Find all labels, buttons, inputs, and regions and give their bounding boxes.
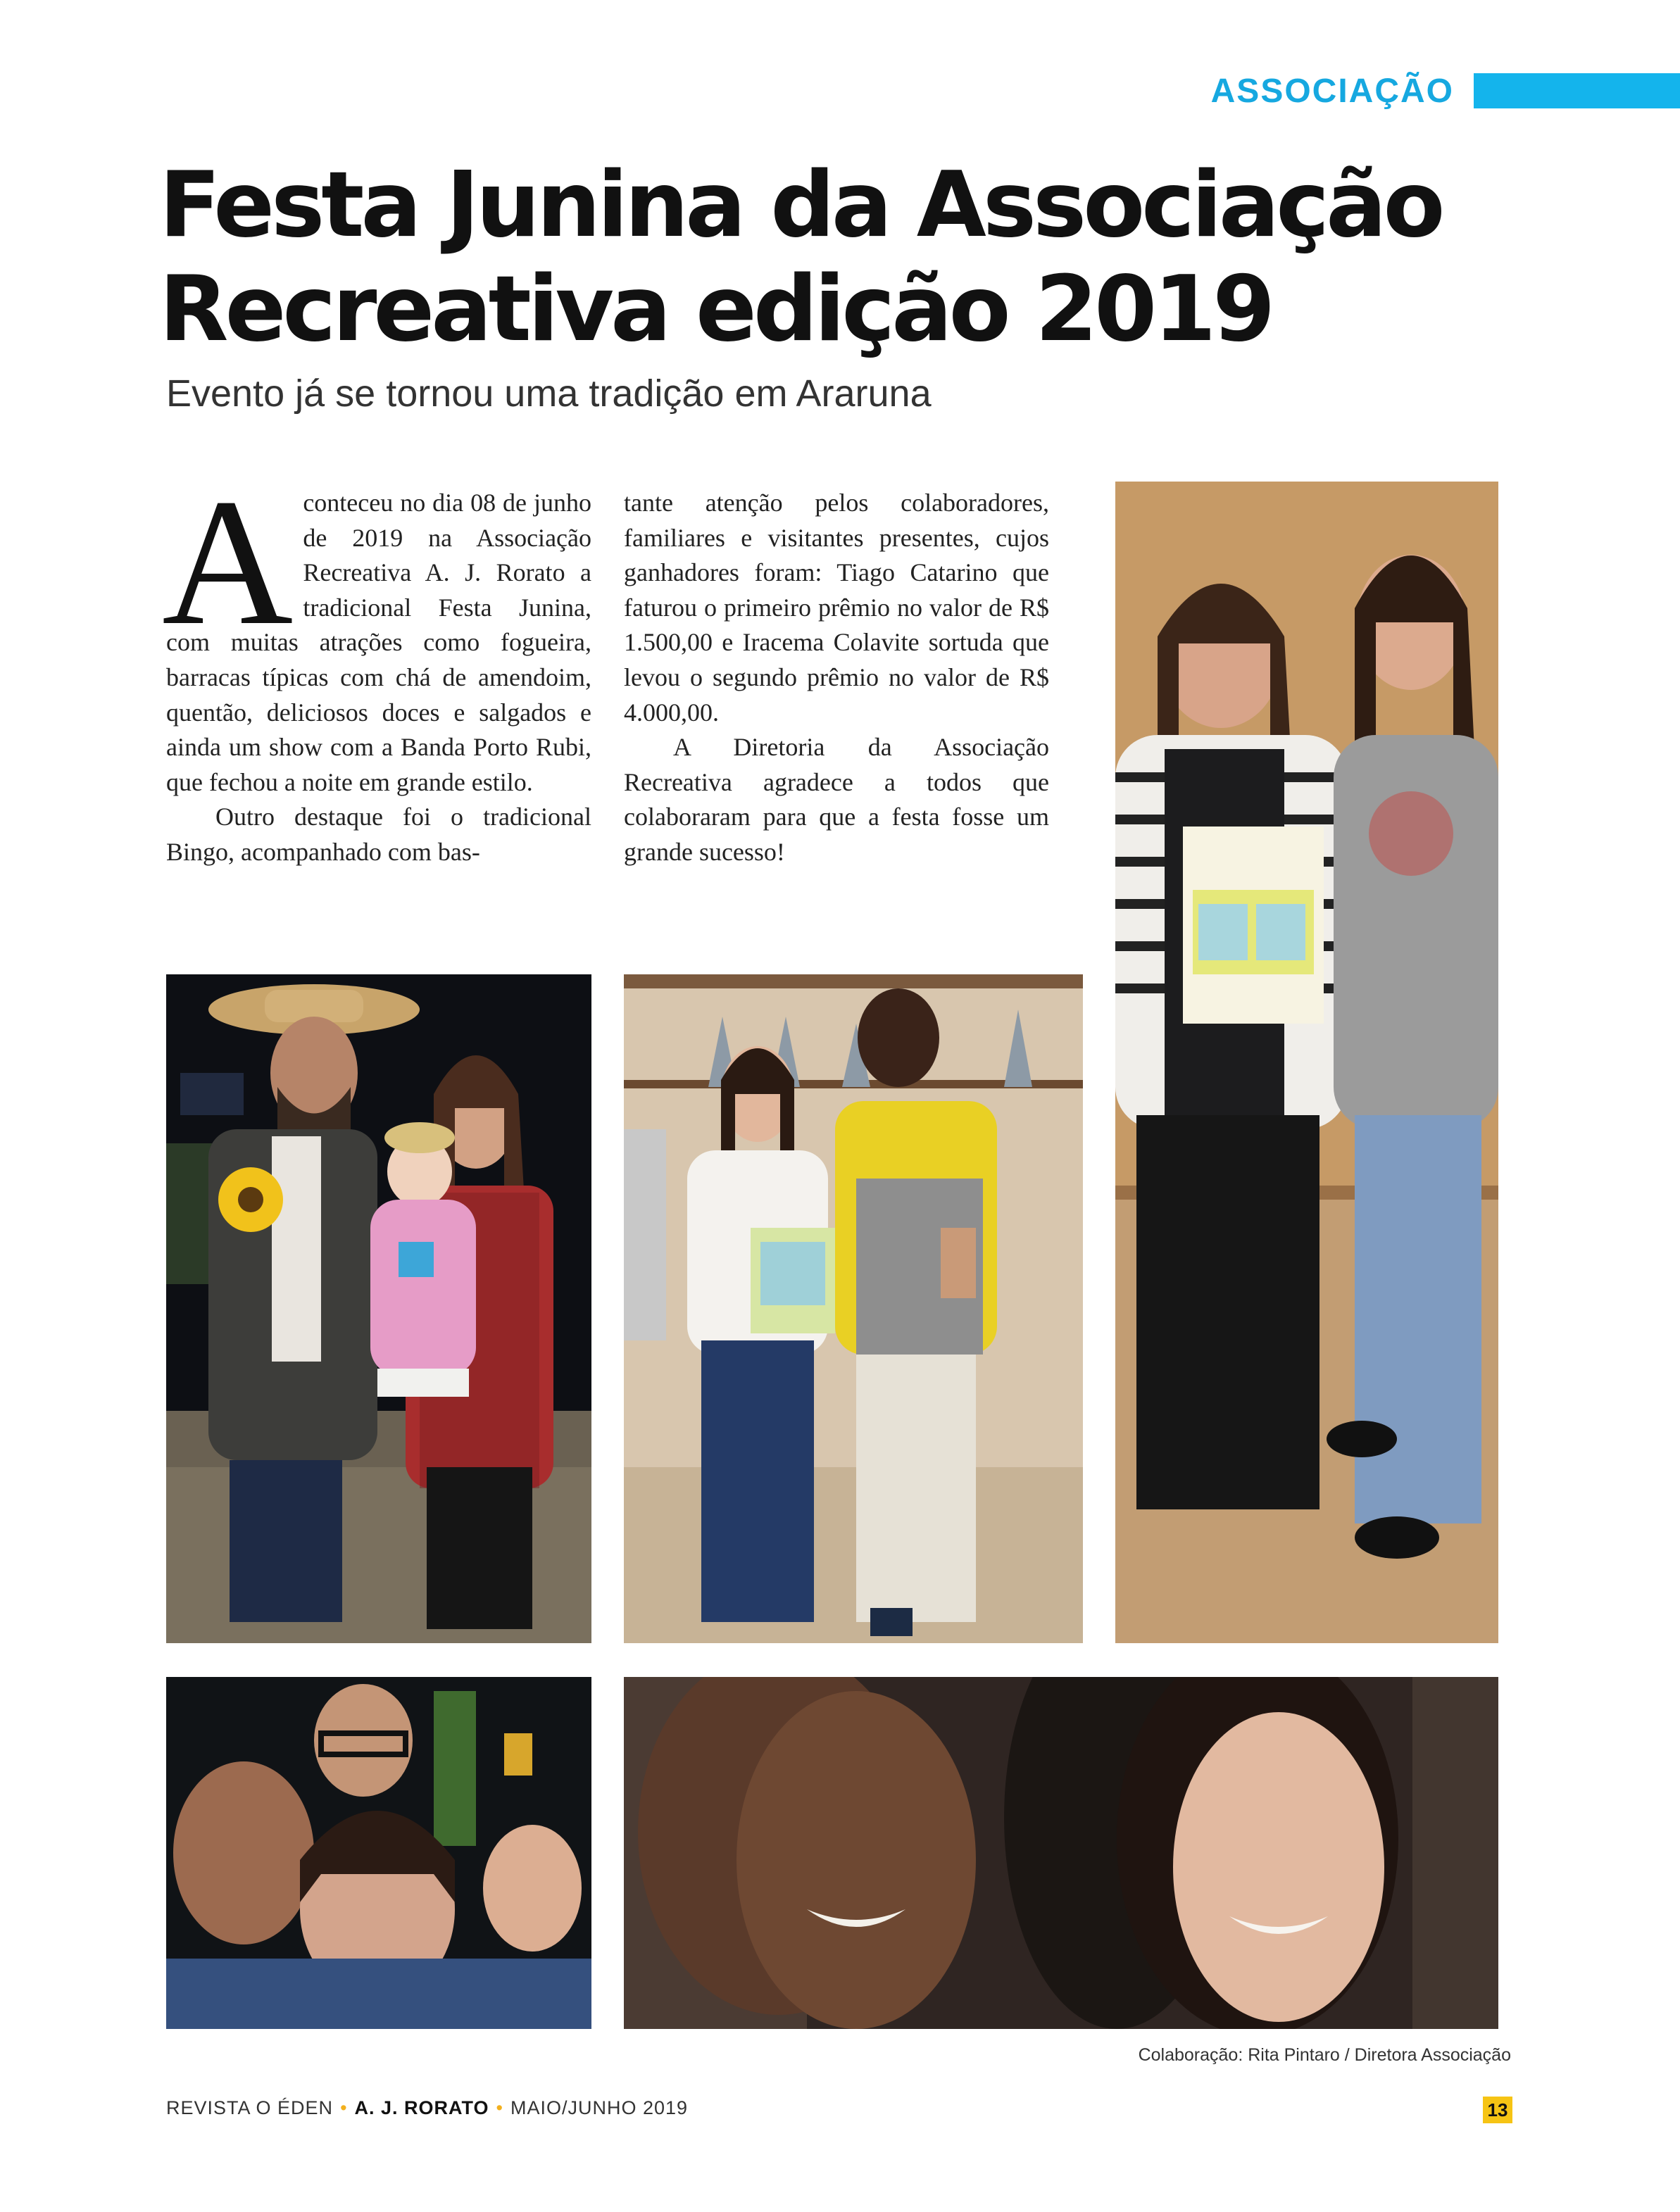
title-line-1: Festa Junina da Associação xyxy=(159,153,1442,258)
page-footer xyxy=(166,2094,1293,2122)
photo-credit-caption: Colaboração: Rita Pintaro / Diretora Associação xyxy=(1138,2045,1511,2065)
article-subtitle: Evento já se tornou uma tradição em Araruna xyxy=(166,372,932,415)
paragraph-2-continued xyxy=(624,486,1049,730)
section-label: ASSOCIAÇÃO xyxy=(1210,73,1454,110)
text-column-1 xyxy=(162,461,591,870)
footer-company: A. J. RORATO xyxy=(354,2097,489,2118)
paragraph-1 xyxy=(162,461,591,800)
paragraph-2-text-start: Outro destaque foi o tradicional Bingo, acompanhado com bas- xyxy=(166,803,591,866)
footer-issue: MAIO/JUNHO 2019 xyxy=(510,2097,689,2118)
paragraph-2 xyxy=(166,800,591,869)
paragraph-2-text-end: tante atenção pelos colaboradores, familiares e visitantes presentes, cujos ganhadores foram: Tiago Catarino que faturou o primeiro prêmio no valor de R$ 1.500,00 e Iracema Colavite sortuda que levou o segundo prêmio no valor de R$ 4.000,00. xyxy=(624,489,1049,727)
photo-two-women-selfie xyxy=(624,1677,1498,2029)
text-column-2 xyxy=(624,486,1049,870)
section-accent-bar xyxy=(1474,73,1680,108)
footer-separator: • xyxy=(340,2097,348,2118)
photo-family-selfie xyxy=(166,1677,591,2029)
paragraph-3: A Diretoria da Associação Recreativa agradece a todos que colaboraram para que a festa fosse um grande sucesso! xyxy=(624,733,1049,866)
paragraph-1-text: conteceu no dia 08 de junho de 2019 na Associação Recreativa A. J. Rorato a tradicional Festa Junina, com muitas atrações como fogueira, barracas típicas com chá de amendoim, quentão, deliciosos doces e salgados e ainda um show com a Banda Porto Rubi, que fechou a noite em grande estilo. xyxy=(166,489,591,796)
photo-bingo-winner-man xyxy=(624,974,1083,1643)
title-line-2: Recreativa edição 2019 xyxy=(159,257,1272,362)
article-title xyxy=(159,153,1497,362)
page-number: 13 xyxy=(1483,2097,1512,2123)
drop-cap: A xyxy=(162,461,294,662)
photo-family-festa-junina xyxy=(166,974,591,1643)
photo-bingo-winner-women xyxy=(1115,482,1498,1643)
footer-separator: • xyxy=(496,2097,503,2118)
footer-magazine: REVISTA O ÉDEN xyxy=(166,2097,334,2118)
